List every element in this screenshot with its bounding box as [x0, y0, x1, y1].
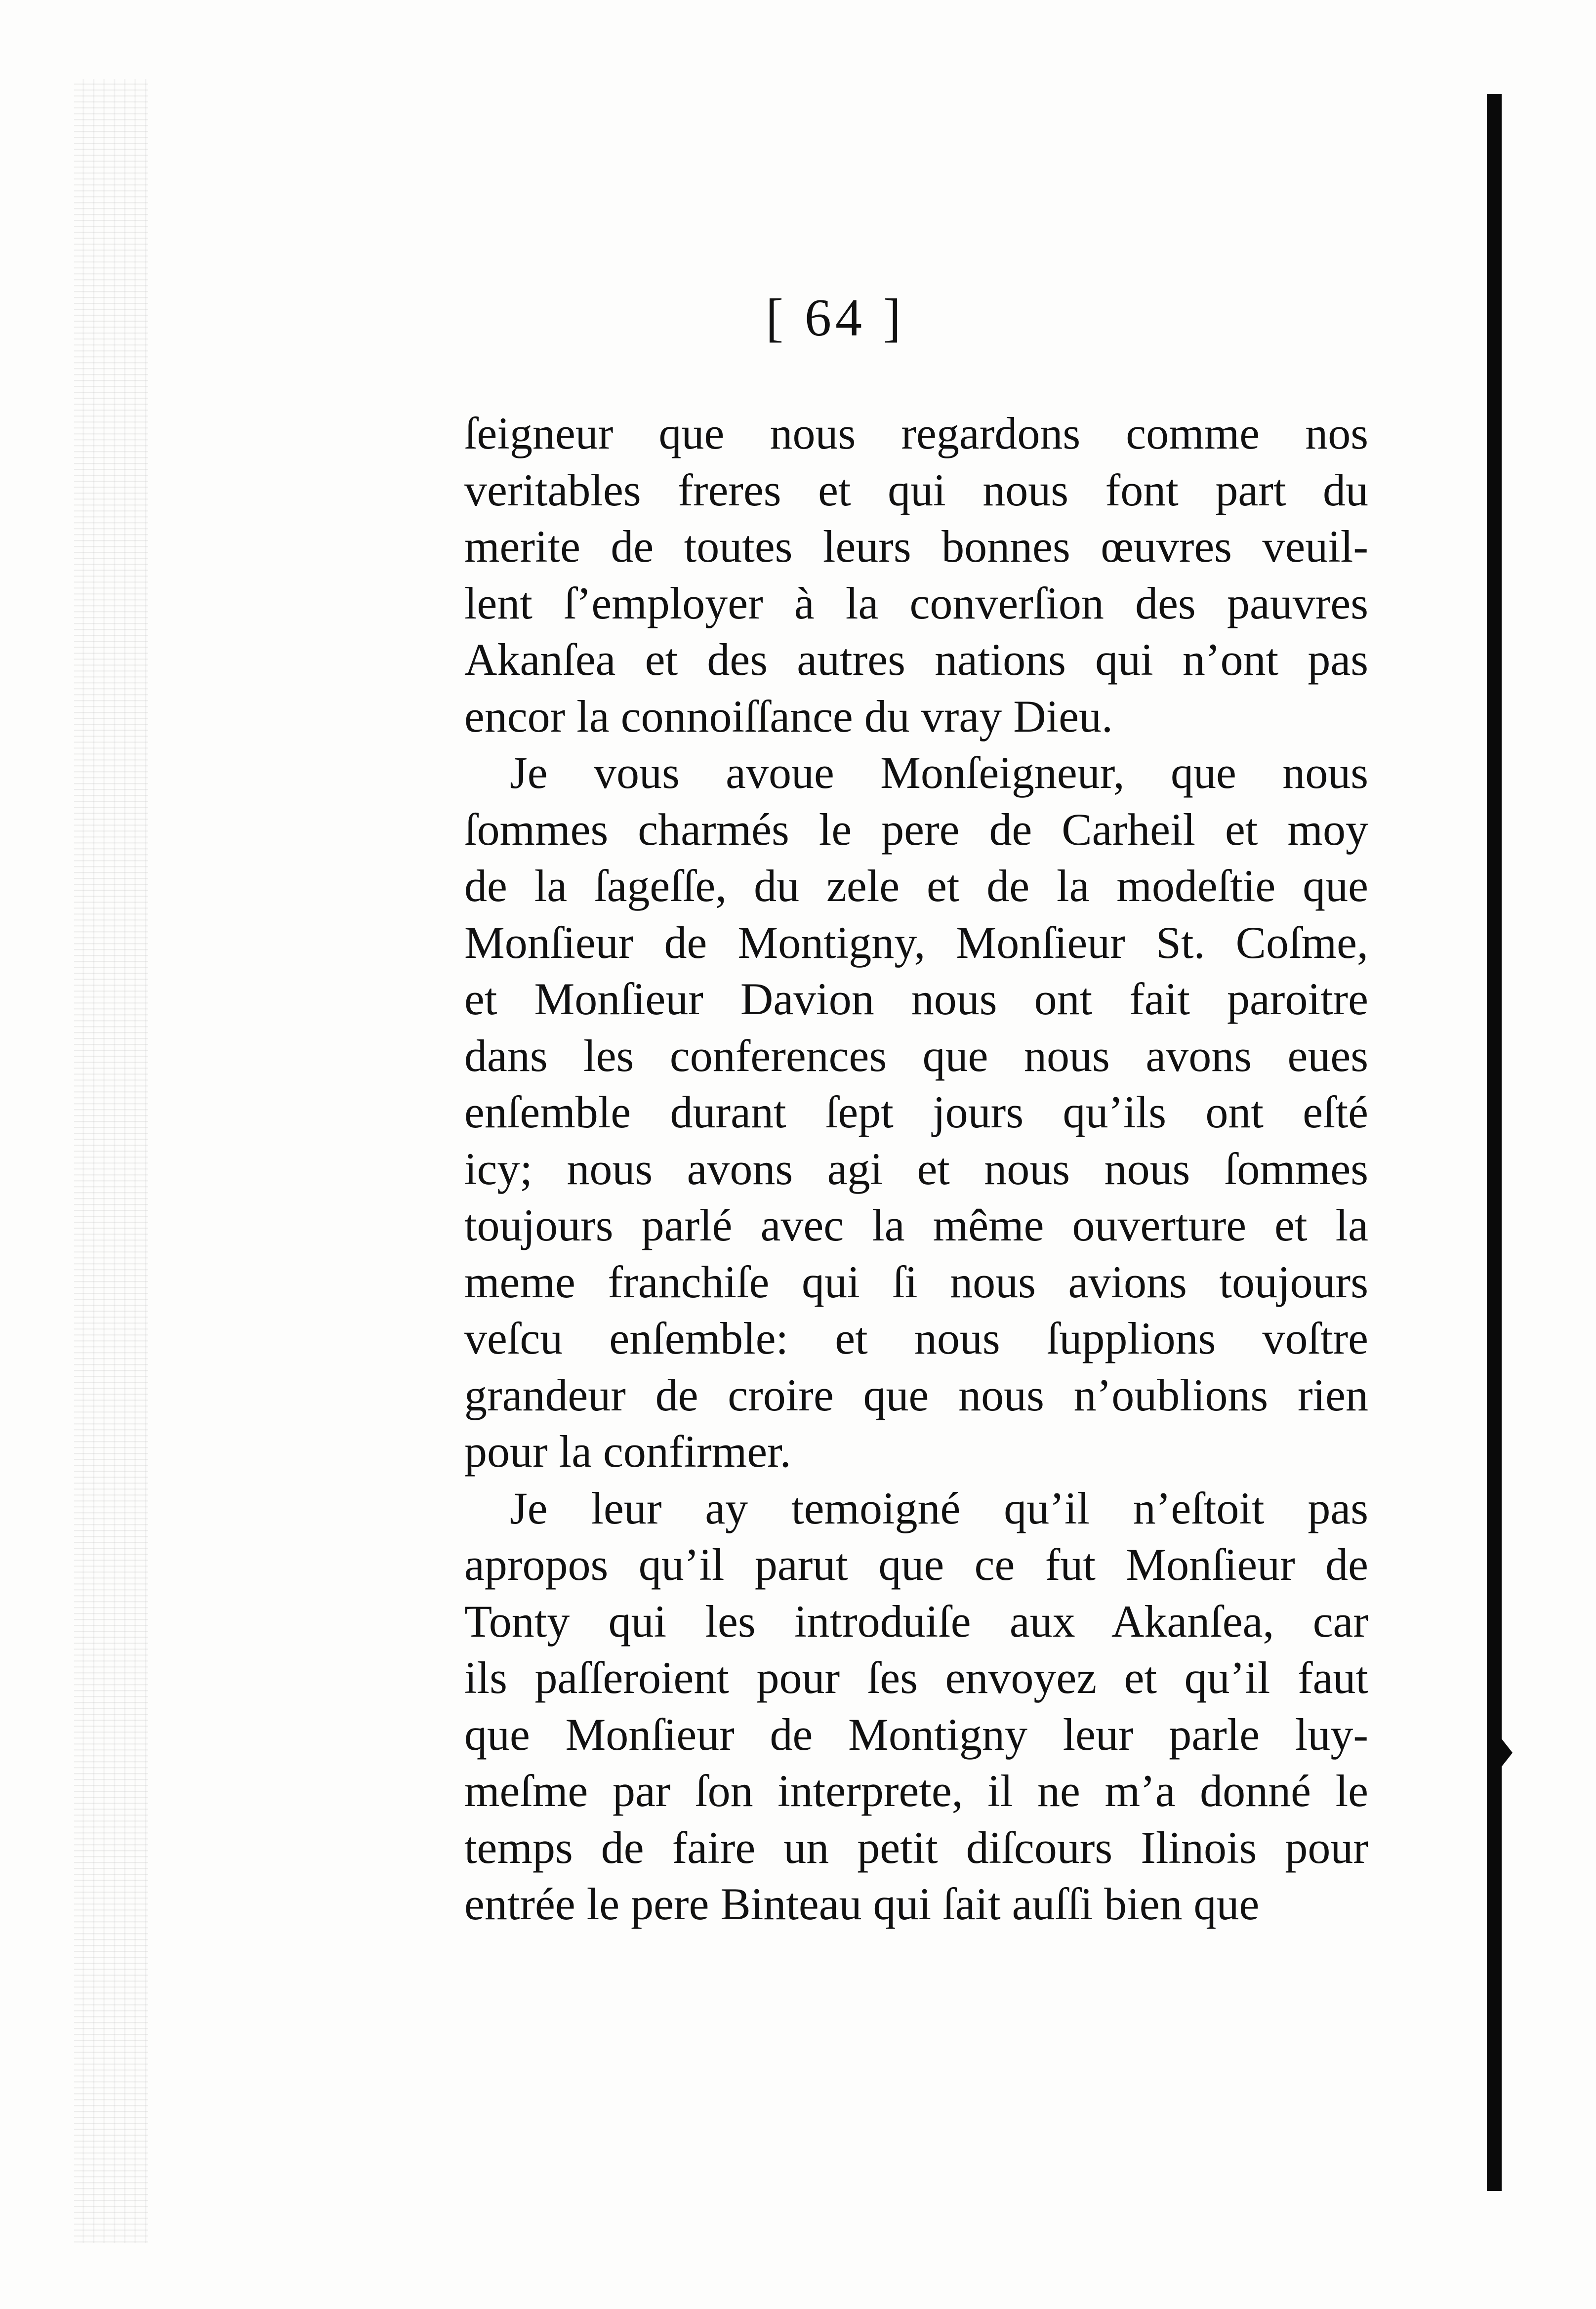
text-line: et Monſieur Davion nous ont fait paroitre: [464, 974, 1368, 1024]
text-line: apropos qu’il parut que ce fut Monſieur de: [464, 1539, 1368, 1590]
text-line: meme franchiſe qui ſi nous avions toujours: [464, 1256, 1368, 1307]
page-number: [ 64 ]: [766, 289, 905, 347]
text-line: ſeigneur que nous regardons comme nos: [464, 408, 1368, 458]
text-line: entrée le pere Binteau qui ſait auſſi bien que: [464, 1879, 1260, 1929]
text-line: de la ſageſſe, du zele et de la modeſtie que: [464, 861, 1368, 911]
paragraph: [464, 405, 1368, 744]
body-text: [464, 405, 1368, 1933]
text-line: meſme par ſon interprete, il ne m’a donné le: [464, 1766, 1368, 1816]
text-line: que Monſieur de Montigny leur parle luy-: [464, 1709, 1368, 1760]
text-line: dans les conferences que nous avons eues: [464, 1030, 1368, 1081]
text-line: merite de toutes leurs bonnes œuvres veuil-: [464, 521, 1368, 572]
text-line: encor la connoiſſance du vray Dieu.: [464, 691, 1113, 742]
text-line: toujours parlé avec la même ouverture et la: [464, 1200, 1368, 1250]
text-line: icy; nous avons agi et nous nous ſommes: [464, 1143, 1368, 1194]
page-edge-shadow: [1487, 94, 1502, 2191]
text-line: veſcu enſemble: et nous ſupplions voſtre: [464, 1313, 1368, 1363]
text-line: Tonty qui les introduiſe aux Akanſea, car: [464, 1596, 1368, 1647]
text-line: temps de faire un petit diſcours Ilinois pour: [464, 1822, 1368, 1873]
text-line: grandeur de croire que nous n’oublions rien: [464, 1369, 1368, 1420]
text-line: Akanſea et des autres nations qui n’ont pas: [464, 634, 1368, 685]
text-line: ſommes charmés le pere de Carheil et moy: [464, 804, 1368, 855]
text-line: lent ſ’employer à la converſion des pauvres: [464, 577, 1368, 628]
page-edge-notch: [1502, 1739, 1513, 1767]
text-line: Je leur ay temoigné qu’il n’eſtoit pas: [510, 1483, 1368, 1533]
gutter-scan-noise: [74, 79, 148, 2243]
text-line: ils paſſeroient pour ſes envoyez et qu’il faut: [464, 1652, 1368, 1703]
paragraph: [464, 744, 1368, 1480]
text-line: Je vous avoue Monſeigneur, que nous: [510, 747, 1368, 798]
text-line: pour la confirmer.: [464, 1426, 791, 1477]
paragraph: [464, 1480, 1368, 1933]
text-line: Monſieur de Montigny, Monſieur St. Coſme,: [464, 917, 1368, 968]
text-line: veritables freres et qui nous font part du: [464, 464, 1368, 515]
text-line: enſemble durant ſept jours qu’ils ont eſté: [464, 1087, 1368, 1137]
